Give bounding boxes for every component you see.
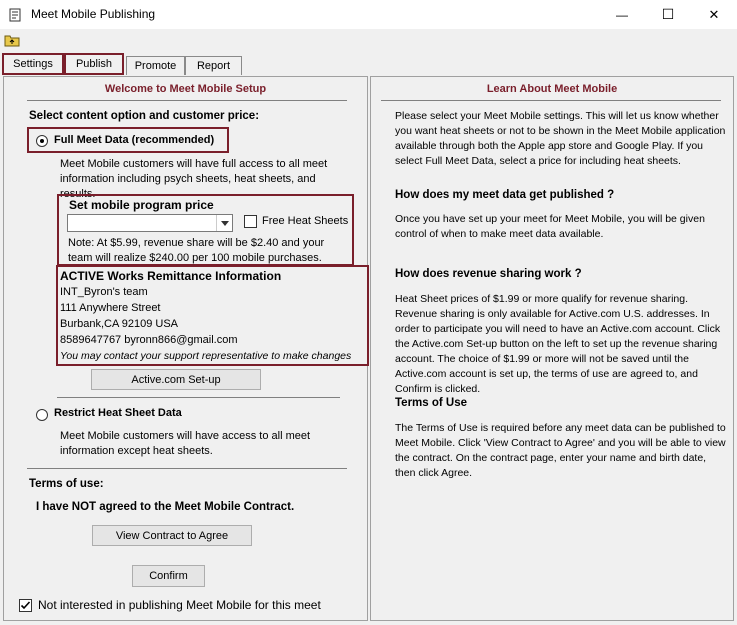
question-heading: How does my meet data get published ? xyxy=(395,189,615,201)
minimize-button[interactable] xyxy=(599,0,645,29)
restrict-heat-sheet-description: Meet Mobile customers will have access to all meet information except heat sheets. xyxy=(60,430,311,457)
answer-text: Heat Sheet prices of $1.99 or more qualify for revenue sharing. Revenue sharing is only available for Active.com U.S. addresses. In order to participate you will need to have an Active.com account. Click the Active.com Set-up button on the left to set up the revenue sharing account. The choice of $1.99 or more will not be saved until the Active.com account is set up, the terms of use are agreed to, and Confirm is clicked. xyxy=(395,293,721,395)
remittance-heading: ACTIVE Works Remittance Information xyxy=(60,269,282,283)
tab-publish[interactable]: Publish xyxy=(64,53,124,75)
full-meet-data-label[interactable]: Full Meet Data (recommended) xyxy=(54,134,215,146)
folder-up-icon[interactable] xyxy=(4,34,20,47)
active-setup-button[interactable]: Active.com Set-up xyxy=(91,369,261,390)
remittance-line: 111 Anywhere Street xyxy=(60,302,161,314)
intro-text: Please select your Meet Mobile settings. This will let us know whether you want heat sheets or not to be shown in the Meet Mobile application available through both the Apple app store and Google Play. If you select Full Meet Data, select a price for including heat sheets. xyxy=(395,110,726,167)
price-note: Note: At $5.99, revenue share will be $2.40 and your team will realize $240.00 per 100 mobile purchases. xyxy=(68,237,325,264)
not-interested-checkbox[interactable] xyxy=(19,599,32,612)
welcome-heading: Welcome to Meet Mobile Setup xyxy=(104,83,267,95)
remittance-line: 8589647767 byronn866@gmail.com xyxy=(60,334,238,346)
chevron-down-icon[interactable] xyxy=(216,215,232,231)
checkmark-icon xyxy=(20,600,31,611)
terms-status: I have NOT agreed to the Meet Mobile Contract. xyxy=(36,501,295,513)
app-icon xyxy=(8,7,24,23)
tab-settings[interactable]: Settings xyxy=(2,53,64,75)
answer-text: The Terms of Use is required before any meet data can be published to Meet Mobile. Click 'View Contract to Agree' and you will be able to view the contract. On the contract page, enter your name and birth date, then click Agree. xyxy=(395,422,726,479)
question-heading: How does revenue sharing work ? xyxy=(395,268,582,280)
question-heading: Terms of Use xyxy=(395,397,468,409)
maximize-button[interactable] xyxy=(645,0,691,29)
confirm-button[interactable]: Confirm xyxy=(132,565,205,587)
restrict-heat-sheet-label[interactable]: Restrict Heat Sheet Data xyxy=(54,407,182,419)
tab-promote[interactable]: Promote xyxy=(126,56,185,75)
price-heading: Set mobile program price xyxy=(69,198,214,212)
remittance-line: INT_Byron's team xyxy=(60,286,148,298)
free-heat-sheets-checkbox[interactable] xyxy=(244,215,257,228)
window-title: Meet Mobile Publishing xyxy=(31,7,156,21)
learn-heading: Learn About Meet Mobile xyxy=(486,83,618,95)
toolbar xyxy=(0,29,737,51)
terms-heading: Terms of use: xyxy=(29,478,104,490)
divider xyxy=(27,468,347,469)
answer-text: Once you have set up your meet for Meet Mobile, you will be given control of when to make meet data available. xyxy=(395,213,705,240)
select-content-heading: Select content option and customer price: xyxy=(29,110,260,122)
tab-report[interactable]: Report xyxy=(185,56,242,75)
divider xyxy=(57,397,340,398)
restrict-heat-sheet-radio[interactable] xyxy=(36,409,48,421)
view-contract-button[interactable]: View Contract to Agree xyxy=(92,525,252,546)
price-dropdown[interactable] xyxy=(67,214,233,232)
maximize-icon: ☐ xyxy=(661,6,675,22)
not-interested-label[interactable]: Not interested in publishing Meet Mobile for this meet xyxy=(38,598,321,612)
divider xyxy=(27,100,347,101)
remittance-line: Burbank,CA 92109 USA xyxy=(60,318,179,330)
divider xyxy=(381,100,721,101)
close-icon: ✕ xyxy=(708,6,720,22)
free-heat-sheets-label[interactable]: Free Heat Sheets xyxy=(262,215,349,227)
close-button[interactable] xyxy=(691,0,737,29)
full-meet-data-radio[interactable] xyxy=(36,135,48,147)
minimize-icon: — xyxy=(616,7,628,22)
full-meet-data-description: Meet Mobile customers will have full access to all meet information including psych sheets, heat sheets, and results. xyxy=(60,158,328,200)
remittance-note: You may contact your support representative to make changes xyxy=(60,350,352,362)
